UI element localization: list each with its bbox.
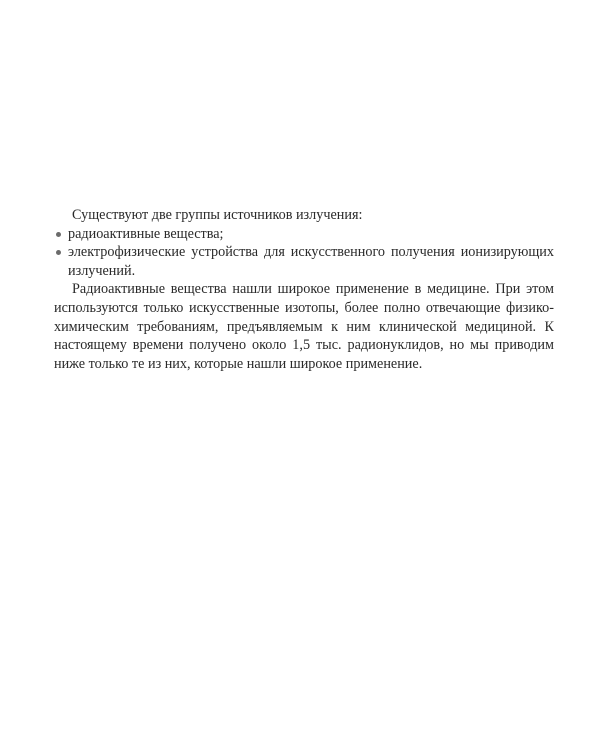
- text-block: [54, 206, 554, 373]
- source-groups-list: [54, 225, 554, 281]
- list-item: [54, 243, 554, 280]
- bullet-icon: [56, 250, 61, 255]
- list-item: [54, 225, 554, 244]
- body-paragraph: Радиоактивные вещества нашли широкое применение в медицине. При этом используются только искусственные изотопы, более полно отвечающие физико-химическим требованиям, предъявляемым к ним клинической медициной. К настоящему времени получено около 1,5 тыс. радионуклидов, но мы приводим ниже только те из них, которые нашли широкое применение.: [54, 281, 554, 372]
- list-item-text: электрофизические устройства для искусственного получения ионизирующих излучений.: [68, 244, 554, 279]
- bullet-icon: [56, 232, 61, 237]
- intro-sentence: Существуют две группы источников излучения:: [72, 207, 363, 223]
- list-item-text: радиоактивные вещества;: [68, 225, 224, 242]
